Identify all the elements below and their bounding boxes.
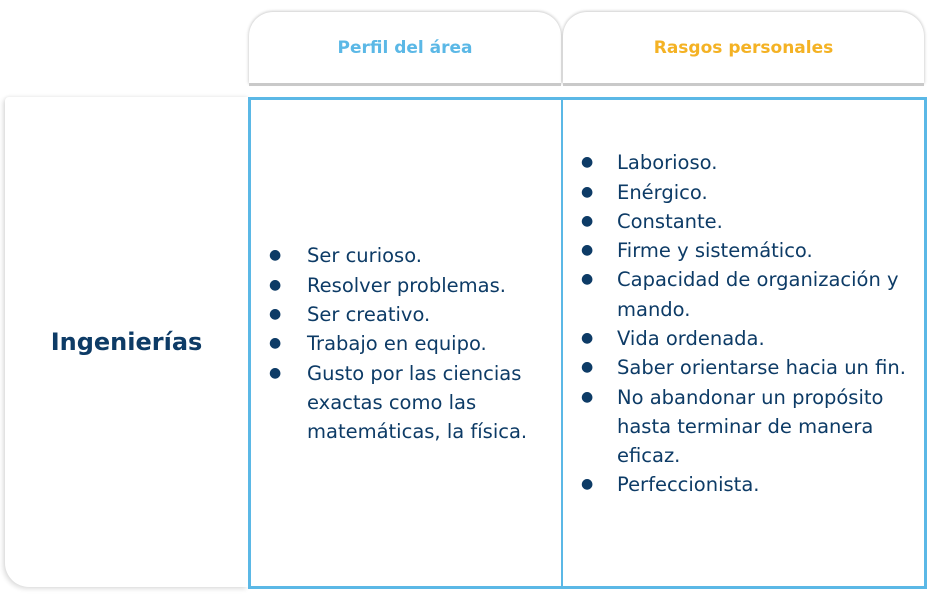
bullet-icon: ● [581,271,594,288]
rasgos-cell [561,97,927,589]
bullet-icon: ● [581,388,594,405]
list-item [563,353,924,382]
list-item [251,359,561,447]
list-item [251,271,561,300]
row-label-cell [5,97,248,587]
bullet-icon: ● [581,359,594,376]
bullet-icon: ● [269,306,282,323]
header-perfil-label: Perfil del área [337,38,473,58]
list-item-text: Saber orientarse hacia un fin. [617,356,906,380]
bullet-icon: ● [581,476,594,493]
bullet-icon: ● [581,154,594,171]
list-item [563,383,924,471]
list-item-text: Trabajo en equipo. [307,332,487,356]
list-item-text: Laborioso. [617,151,718,175]
list-item-text: Vida ordenada. [617,327,765,350]
list-item-text: Gusto por las ciencias exactas como las matemáticas, la física. [307,361,528,444]
list-item [563,148,924,177]
list-item-text: Ser curioso. [307,244,422,268]
bullet-icon: ● [269,335,282,352]
bullet-icon: ● [581,330,594,346]
list-item [251,241,561,270]
bullet-icon: ● [581,212,594,229]
list-item-text: Firme y sistemático. [617,239,813,263]
bullet-icon: ● [581,242,594,259]
perfil-cell [248,97,563,589]
bullet-icon: ● [269,364,282,381]
list-item-text: Perfeccionista. [617,473,760,497]
list-item [563,178,924,207]
bullet-icon: ● [269,247,282,264]
list-item [563,265,924,324]
list-item [251,329,561,358]
list-item [563,236,924,265]
list-item-text: Ser creativo. [307,303,431,327]
bullet-icon: ● [581,183,594,200]
list-item-text: Constante. [617,209,723,233]
list-item [563,470,924,499]
list-item [251,300,561,329]
header-rasgos-label: Rasgos personales [653,38,834,58]
list-item-text: Capacidad de organización y mando. [617,268,899,321]
rasgos-list [563,148,924,500]
list-item-text: No abandonar un propósito hasta terminar de manera eficaz. [617,385,884,468]
bullet-icon: ● [269,276,282,293]
list-item [563,207,924,236]
header-rasgos-personales [563,12,924,84]
list-item-text: Enérgico. [617,180,708,204]
header-perfil-del-area [249,12,561,84]
list-item [563,324,924,353]
perfil-list [251,241,561,446]
row-label-ingenierias: Ingenierías [50,328,203,356]
list-item-text: Resolver problemas. [307,273,506,297]
